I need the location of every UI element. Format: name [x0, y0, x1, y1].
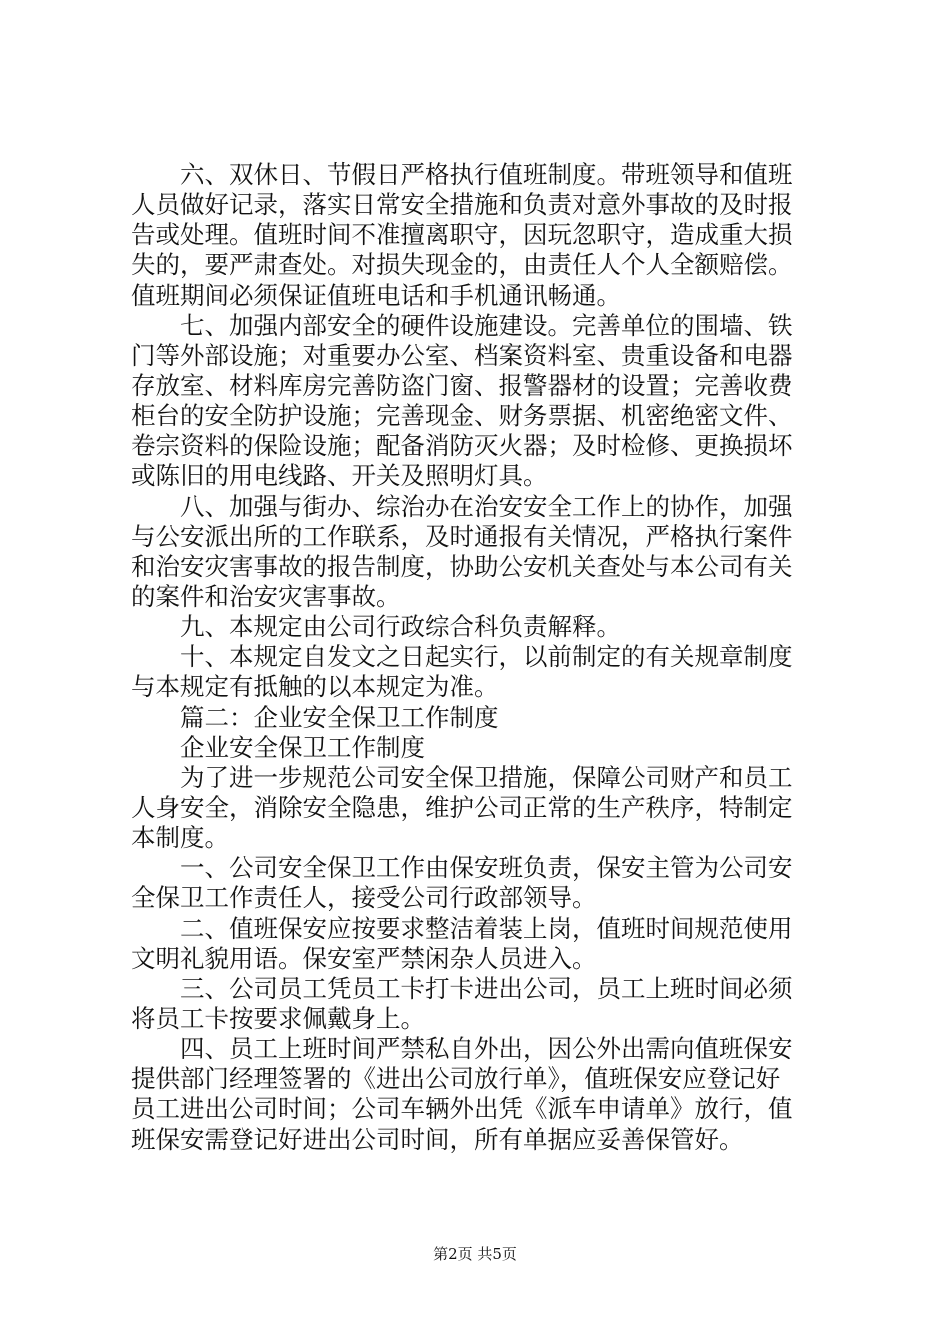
section-title: 企业安全保卫工作制度	[131, 732, 425, 762]
text-line: 十、本规定自发文之日起实行，以前制定的有关规章制度	[131, 642, 793, 672]
text-line: 员工进出公司时间；公司车辆外出凭《派车申请单》放行，值	[131, 1094, 793, 1124]
text-line: 提供部门经理签署的《进出公司放行单》，值班保安应登记好	[131, 1064, 781, 1094]
text-line: 一、公司安全保卫工作由保安班负责，保安主管为公司安	[131, 853, 793, 883]
text-line: 失的，要严肃查处。对损失现金的，由责任人个人全额赔偿。	[131, 250, 793, 280]
text-line: 门等外部设施；对重要办公室、档案资料室、贵重设备和电器	[131, 340, 793, 370]
text-line: 文明礼貌用语。保安室严禁闲杂人员进入。	[131, 943, 597, 973]
text-line: 七、加强内部安全的硬件设施建设。完善单位的围墙、铁	[131, 310, 793, 340]
text-line: 的案件和治安灾害事故。	[131, 581, 401, 611]
text-line: 九、本规定由公司行政综合科负责解释。	[131, 612, 621, 642]
text-line: 八、加强与街办、综治办在治安安全工作上的协作，加强	[131, 491, 793, 521]
text-line: 或陈旧的用电线路、开关及照明灯具。	[131, 461, 548, 491]
text-line: 人员做好记录，落实日常安全措施和负责对意外事故的及时报	[131, 190, 793, 220]
text-line: 值班期间必须保证值班电话和手机通讯畅通。	[131, 280, 621, 310]
text-line: 与本规定有抵触的以本规定为准。	[131, 672, 499, 702]
text-line: 和治安灾害事故的报告制度，协助公安机关查处与本公司有关	[131, 551, 793, 581]
text-line: 人身安全，消除安全隐患，维护公司正常的生产秩序，特制定	[131, 792, 793, 822]
text-line: 六、双休日、节假日严格执行值班制度。带班领导和值班	[131, 160, 793, 189]
text-line: 三、公司员工凭员工卡打卡进出公司，员工上班时间必须	[131, 973, 793, 1003]
text-line: 班保安需登记好进出公司时间，所有单据应妥善保管好。	[131, 1124, 744, 1154]
text-line: 全保卫工作责任人，接受公司行政部领导。	[131, 883, 597, 913]
text-line: 将员工卡按要求佩戴身上。	[131, 1003, 425, 1033]
text-line: 二、值班保安应按要求整洁着装上岗，值班时间规范使用	[131, 913, 793, 943]
text-line: 四、员工上班时间严禁私自外出，因公外出需向值班保安	[131, 1034, 793, 1064]
text-line: 柜台的安全防护设施；完善现金、财务票据、机密绝密文件、	[131, 401, 793, 431]
text-line: 卷宗资料的保险设施；配备消防灭火器；及时检修、更换损坏	[131, 431, 793, 461]
text-line: 告或处理。值班时间不准擅离职守，因玩忽职守，造成重大损	[131, 220, 793, 250]
page-number-footer: 第2页 共5页	[433, 1245, 517, 1263]
text-line: 与公安派出所的工作联系，及时通报有关情况，严格执行案件	[131, 521, 793, 551]
section-heading: 篇二：企业安全保卫工作制度	[131, 702, 499, 732]
text-line: 为了进一步规范公司安全保卫措施，保障公司财产和员工	[131, 762, 793, 792]
text-line: 存放室、材料库房完善防盗门窗、报警器材的设置；完善收费	[131, 370, 793, 400]
text-line: 本制度。	[131, 823, 229, 853]
document-body	[131, 160, 831, 1155]
